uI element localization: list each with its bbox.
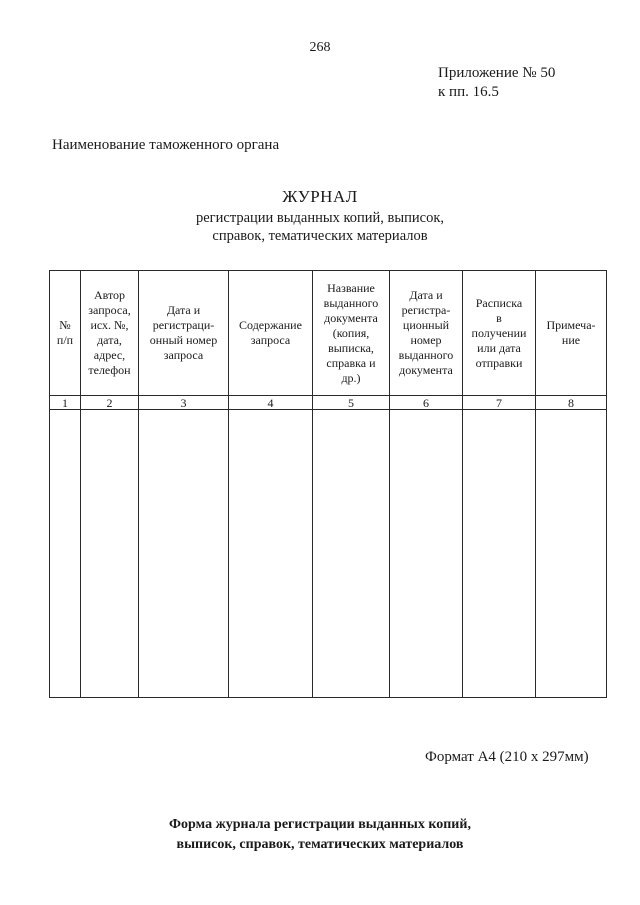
column-number: 2: [81, 396, 139, 410]
table-cell: [229, 410, 313, 698]
table-header-row: [50, 271, 607, 396]
header-line: ние: [561, 333, 581, 347]
header-line: запроса,: [88, 303, 131, 317]
header-line: запроса: [250, 333, 291, 347]
column-number: 8: [536, 396, 607, 410]
column-number: 4: [229, 396, 313, 410]
table-cell: [50, 410, 81, 698]
header-line: онный номер: [149, 333, 218, 347]
header-line: выданного: [398, 348, 454, 362]
header-line: номер: [410, 333, 442, 347]
header-line: Расписка: [475, 295, 523, 310]
header-line: Примеча-: [546, 318, 596, 332]
header-line: запроса: [163, 348, 204, 362]
header-line: регистра-: [401, 303, 451, 317]
column-number: 7: [463, 396, 536, 410]
journal-title: ЖУРНАЛ: [282, 187, 358, 206]
header-line: (копия,: [332, 325, 370, 340]
header-line: выданного: [323, 295, 379, 310]
header-line: исх. №,: [90, 318, 129, 332]
header-line: регистраци-: [152, 318, 215, 332]
header-line: Содержание: [239, 318, 302, 332]
header-line: документа: [324, 310, 378, 325]
header-line: в: [496, 310, 502, 325]
column-number-row: [50, 396, 607, 410]
header-line: №: [59, 318, 71, 332]
column-number: 1: [50, 396, 81, 410]
form-caption-line: выписок, справок, тематических материалов: [176, 837, 464, 852]
journal-subtitle-line: регистрации выданных копий, выписок,: [195, 210, 445, 226]
header-line: документа: [399, 363, 453, 377]
header-line: или дата: [477, 340, 521, 355]
page-number: 268: [309, 40, 331, 55]
column-header: [50, 271, 81, 396]
column-header: [390, 271, 463, 396]
header-line: Дата и: [166, 303, 201, 317]
form-caption: [0, 815, 640, 855]
column-number: 3: [139, 396, 229, 410]
header-line: получении: [471, 325, 527, 340]
table-body-row: [50, 410, 607, 698]
table-cell: [313, 410, 390, 698]
column-header: [139, 271, 229, 396]
journal-subtitle-line: справок, тематических материалов: [212, 228, 428, 244]
table-cell: [536, 410, 607, 698]
header-line: Автор: [93, 288, 126, 302]
table-cell: [81, 410, 139, 698]
column-header: [229, 271, 313, 396]
header-line: адрес,: [93, 348, 126, 362]
table-cell: [463, 410, 536, 698]
customs-authority-name: Наименование таможенного органа: [52, 137, 280, 153]
column-header: [536, 271, 607, 396]
paper-format-note: Формат А4 (210 х 297мм): [425, 749, 589, 765]
header-line: др.): [341, 370, 361, 385]
header-line: отправки: [475, 355, 523, 370]
header-line: телефон: [88, 363, 131, 377]
appendix-reference: [438, 64, 555, 102]
column-header: [313, 271, 390, 396]
header-line: Название: [327, 280, 375, 295]
header-line: справка и: [326, 355, 376, 370]
appendix-clause: к пп. 16.5: [438, 84, 499, 100]
column-header: [81, 271, 139, 396]
header-line: дата,: [97, 333, 122, 347]
column-number: 6: [390, 396, 463, 410]
header-line: выписка,: [328, 340, 374, 355]
column-header: [463, 271, 536, 396]
journal-table: [49, 270, 607, 698]
column-number: 5: [313, 396, 390, 410]
header-line: Дата и: [409, 288, 443, 302]
appendix-number: Приложение № 50: [438, 65, 556, 81]
form-caption-line: Форма журнала регистрации выданных копий,: [169, 817, 471, 832]
table-cell: [390, 410, 463, 698]
header-line: п/п: [56, 333, 74, 347]
header-line: ционный: [402, 318, 450, 332]
table-cell: [139, 410, 229, 698]
journal-subtitle: [0, 209, 640, 245]
